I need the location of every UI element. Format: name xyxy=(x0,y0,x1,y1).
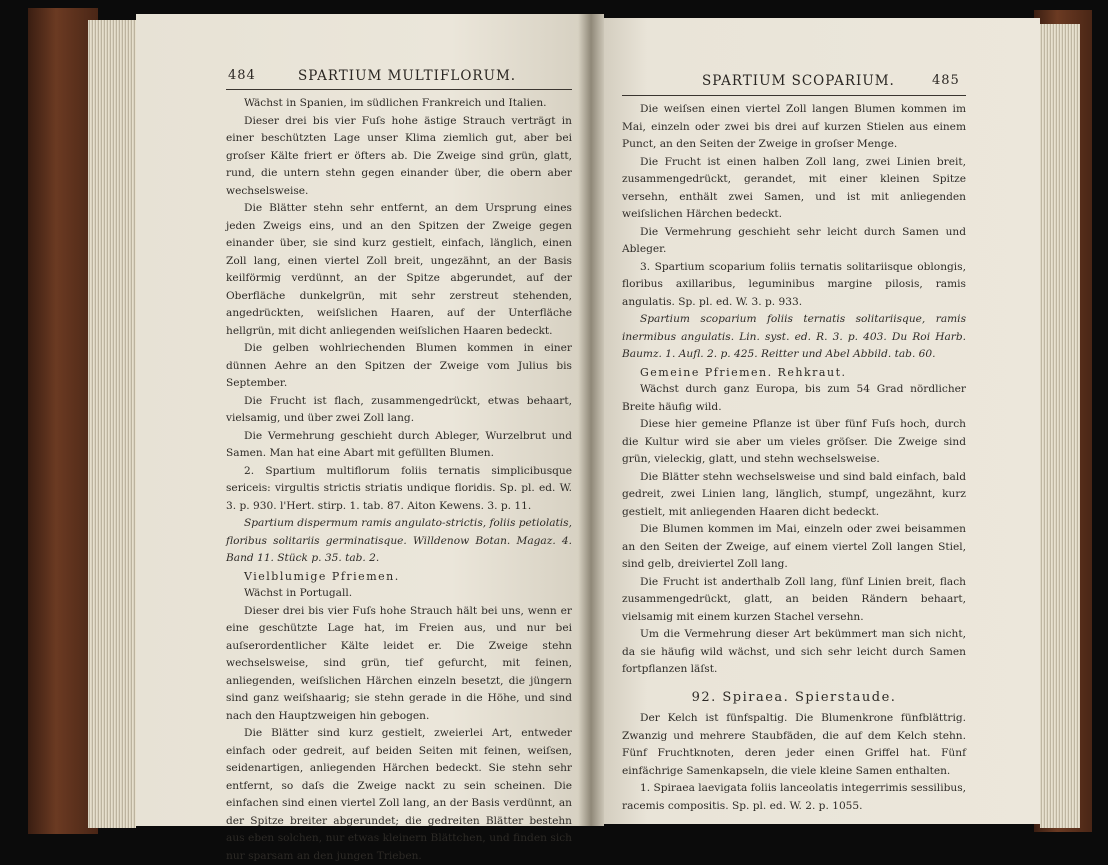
paragraph: Die gelben wohlriechenden Blumen kommen in einer dünnen Aehre an den Spitzen der Zweige vom Julius bis September. xyxy=(226,342,572,389)
species-description: 1. Spiraea laevigata foliis lanceolatis integerrimis sessilibus, racemis compositis. Sp. pl. ed. W. 2. p. 1055. xyxy=(622,782,966,812)
paragraph: Die Frucht ist einen halben Zoll lang, zwei Linien breit, zusammengedrückt, gerandet, mit einer kleinen Spitze versehn, enthält zwei Samen, und ist mit anliegenden weiſslichen Härchen bedeckt. xyxy=(622,155,966,220)
species-common-name: Vielblumige Pfriemen. xyxy=(244,569,400,583)
paragraph: Diese hier gemeine Pflanze ist über fünf Fuſs hoch, durch die Kultur wird sie aber um vieles gröſser. Die Zweige sind grün, vieleckig, glatt, und stehn wechselsweise. xyxy=(622,418,966,465)
paragraph: Wächst in Spanien, im südlichen Frankreich und Italien. xyxy=(244,97,547,109)
species-description: 3. Spartium scoparium foliis ternatis solitariisque oblongis, floribus axillaribus, leguminibus margine pilosis, ramis angulatis. Sp. pl. ed. W. 3. p. 933. xyxy=(622,260,966,308)
paragraph: Die Frucht ist anderthalb Zoll lang, fünf Linien breit, flach zusammengedrückt, glatt, an beiden Rändern behaart, vielsamig mit einem kurzen Stachel versehn. xyxy=(622,575,966,623)
paragraph: Die Vermehrung geschieht durch Ableger, Wurzelbrut und Samen. Man hat eine Abart mit gefüllten Blumen. xyxy=(226,429,572,459)
species-description: 2. Spartium multiflorum foliis ternatis simplicibusque sericeis: virgultis strictis striatis undique floridis. Sp. pl. ed. W. 3. p. 930. l'Hert. stirp. 1. tab. 87. Aiton Kewens. 3. p. 11. xyxy=(226,464,572,512)
paragraph: Die weiſsen einen viertel Zoll langen Blumen kommen im Mai, einzeln oder zwei bis drei auf kurzen Stielen aus einem Punct, an den Seiten der Zweige in groſser Menge. xyxy=(622,103,966,150)
running-head-left: SPARTIUM MULTIFLORUM. xyxy=(298,68,517,84)
right-page-text xyxy=(622,101,966,815)
paragraph: Die Vermehrung geschieht sehr leicht durch Samen und Ableger. xyxy=(622,225,966,255)
paragraph: Dieser drei bis vier Fuſs hohe ästige Strauch verträgt in einer beschützten Lage unser Klima ziemlich gut, aber bei groſser Kälte friert er öfters ab. Die Zweige sind grün, glatt, rund, die untern stehn gegen einander über, die obern aber wechselsweise. xyxy=(226,114,572,197)
paragraph: Wächst in Portugall. xyxy=(244,587,353,599)
genus-heading: 92. Spiraea. Spierstaude. xyxy=(691,689,897,705)
synonym-citation: Spartium dispermum ramis angulato-strictis, foliis petiolatis, floribus solitariis germinatisque. Willdenow Botan. Magaz. 4. Band 11. Stück p. 35. tab. 2. xyxy=(226,517,572,564)
synonym-citation: Spartium scoparium foliis ternatis solitariisque, ramis inermibus angulatis. Lin. syst. ed. R. 3. p. 403. Du Roi Harb. Baumz. 1. Aufl. 2. p. 425. Reitter und Abel Abbild. tab. 60. xyxy=(622,313,966,360)
page-edges-right xyxy=(1040,24,1080,828)
paragraph: Wächst durch ganz Europa, bis zum 54 Grad nördlicher Breite häufig wild. xyxy=(622,383,966,413)
paragraph: Die Frucht ist flach, zusammengedrückt, etwas behaart, vielsamig, und über zwei Zoll lang. xyxy=(226,394,572,424)
paragraph: Die Blätter stehn sehr entfernt, an dem Ursprung eines jeden Zweigs eins, und an den Spitzen der Zweige gegen einander über, sie sind kurz gestielt, einfach, länglich, einen Zoll lang, einen viertel Zoll breit, ungezähnt, an der Basis keilförmig verdünnt, an der Spitze abgerundet, auf der Oberfläche dunkelgrün, mit sehr zerstreut stehenden, angedrückten, weiſslichen Haaren, auf der Unterfläche hellgrün, mit dicht anliegenden weiſslichen Haaren bedeckt. xyxy=(226,202,572,337)
paragraph: Um die Vermehrung dieser Art bekümmert man sich nicht, da sie häufig wild wächst, und sich sehr leicht durch Samen fortpflanzen läſst. xyxy=(622,628,966,675)
header-rule-right xyxy=(622,95,966,96)
species-common-name: Gemeine Pfriemen. Rehkraut. xyxy=(640,365,847,379)
running-head-right: SPARTIUM SCOPARIUM. xyxy=(702,73,895,89)
paragraph: Die Blätter sind kurz gestielt, zweierlei Art, entweder einfach oder gedreit, auf beiden Seiten mit feinen, weiſsen, seidenartigen, anliegenden Härchen bedeckt. Sie stehn sehr entfernt, so daſs die Zweige nackt zu sein scheinen. Die einfachen sind einen viertel Zoll lang, an der Basis verdünnt, an der Spitze breiter abgerundet; die gedreiten Blätter bestehn aus eben solchen, nur etwas kleinern Blättchen, und finden sich nur sparsam an den jungen Trieben. xyxy=(226,727,572,862)
paragraph: Der Kelch ist fünfspaltig. Die Blumenkrone fünfblättrig. Zwanzig und mehrere Staubfäden, die auf dem Kelch stehn. Fünf Fruchtknoten, deren jeder einen Griffel hat. Fünf einfächrige Samenkapseln, die viele kleine Samen enthalten. xyxy=(622,712,966,777)
page-number-right: 485 xyxy=(932,73,960,88)
header-rule-left xyxy=(226,89,572,90)
paragraph: Die Blätter stehn wechselsweise und sind bald einfach, bald gedreit, zwei Linien lang, länglich, stumpf, ungezähnt, kurz gestielt, mit anliegenden Haaren dicht bedeckt. xyxy=(622,470,966,518)
paragraph: Die Blumen kommen im Mai, einzeln oder zwei beisammen an den Seiten der Zweige, auf einem viertel Zoll langen Stiel, sind gelb, dreiviertel Zoll lang. xyxy=(622,523,966,570)
left-page-text xyxy=(226,95,572,865)
paragraph: Dieser drei bis vier Fuſs hohe Strauch hält bei uns, wenn er eine geschützte Lage hat, im Freien aus, und nur bei auſserordentlicher Kälte leidet er. Die Zweige stehn wechselsweise, sind grün, tief gefurcht, mit feinen, anliegenden, weiſslichen Härchen einzeln besetzt, die jüngern sind ganz weiſshaarig; sie stehn gerade in die Höhe, und sind nach den Hauptzweigen hin gebogen. xyxy=(226,604,572,722)
page-edges-left xyxy=(88,20,136,828)
book-gutter xyxy=(578,14,604,826)
page-number-left: 484 xyxy=(228,68,256,83)
